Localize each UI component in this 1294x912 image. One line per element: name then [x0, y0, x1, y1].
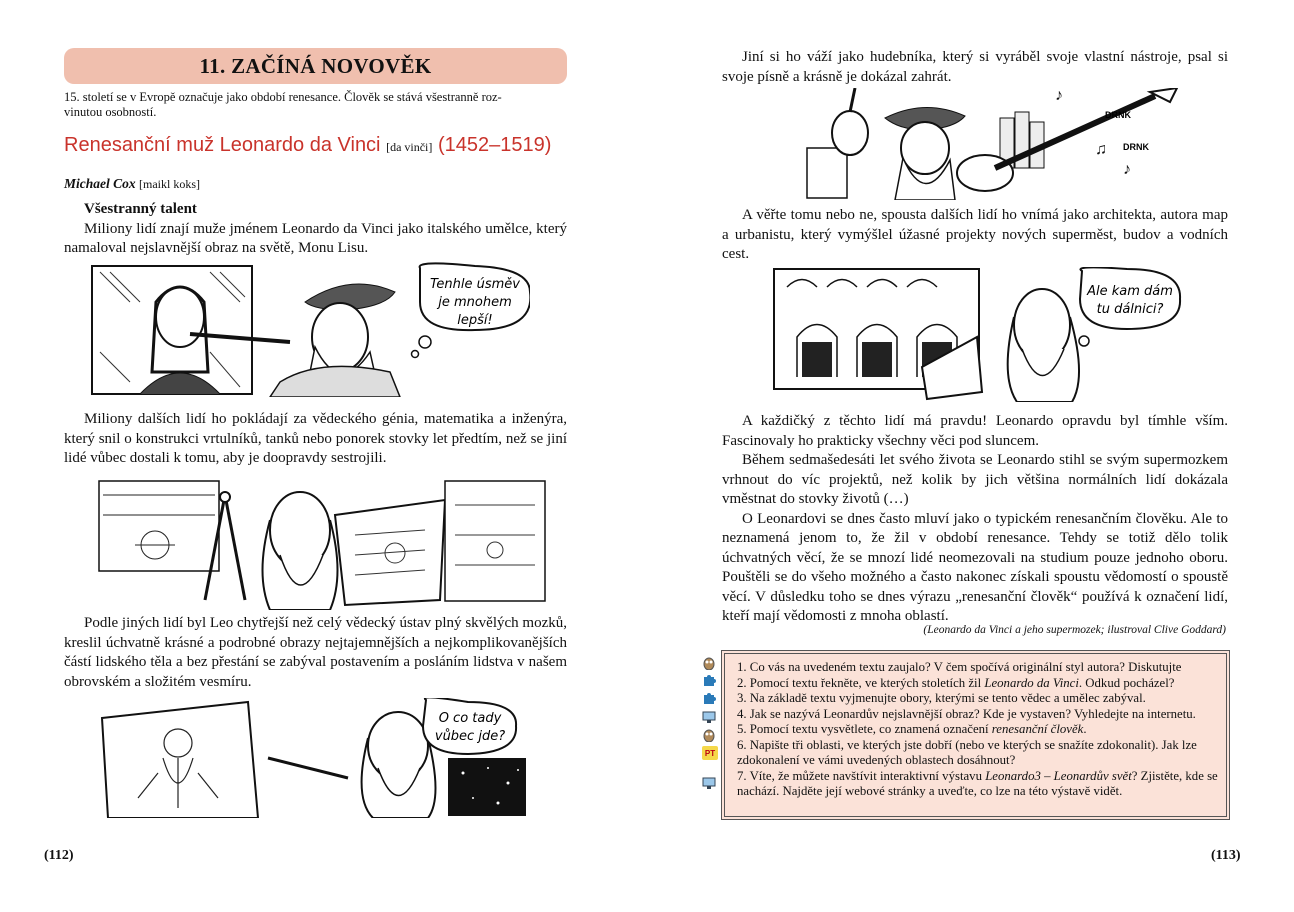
music-note-icon: ♫	[1095, 141, 1107, 158]
bubble-3-line-1: Ale kam dám	[1087, 284, 1173, 299]
music-note-icon: ♪	[1055, 88, 1063, 104]
question-item: 1. Co vás na uvedeném textu zaujalo? V čem spočívá originální styl autora? Diskutujte	[737, 660, 1182, 674]
question-item: 5. Pomocí textu vysvětlete, co znamená označení renesanční člověk.	[737, 722, 1087, 736]
page-number-right: (113)	[1211, 848, 1241, 863]
computer-icon	[702, 776, 716, 790]
chapter-title: 11. ZAČÍNÁ NOVOVĚK	[64, 48, 567, 84]
music-note-icon: ♪	[1123, 161, 1131, 178]
illustration-mona-lisa	[90, 262, 530, 397]
pt-badge: PT	[702, 746, 718, 760]
question-item: 2. Pomocí textu řekněte, ve kterých stoletích žil Leonardo da Vinci. Odkud pocházel?	[737, 675, 1175, 690]
bubble-2-line-1: O co tady	[438, 711, 502, 726]
illustration-anatomy	[98, 698, 528, 818]
illustration-credit: (Leonardo da Vinci a jeho supermozek; ilustroval Clive Goddard)	[923, 624, 1226, 636]
owl-icon	[702, 728, 716, 742]
paragraph-3: Podle jiných lidí byl Leo chytřejší než celý vědecký ústav plný skvělých mozků, kreslil úchvatně krásné a podrobné obrazy nejtajemnějších a nejkomplikovanějších částí lidského těla a bez přestání se zabýval postavením a posláním lidstva v našem obrovském a složitém vesmíru.	[64, 615, 567, 690]
chapter-intro: 15. století se v Evropě označuje jako období renesance. Člověk se stává všestranně roz- vinutou osobností.	[64, 90, 502, 119]
title-pronunciation: [da vinči]	[386, 140, 433, 154]
bubble-1-line-1: Tenhle úsměv	[430, 277, 520, 292]
puzzle-icon	[702, 674, 716, 688]
bubble-1-line-3: lepší!	[457, 313, 493, 328]
sfx-drnk-2: DRNK	[1123, 142, 1149, 152]
page-number-left: (112)	[44, 848, 74, 863]
illustration-musician	[805, 88, 1195, 200]
title-years: (1452–1519)	[437, 134, 552, 156]
author: Michael Cox [maikl koks]	[64, 176, 201, 191]
puzzle-icon	[702, 692, 716, 706]
bubble-3-line-2: tu dálnici?	[1096, 302, 1164, 317]
bubble-2-line-2: vůbec jde?	[434, 729, 506, 744]
computer-icon	[702, 710, 716, 724]
right-paragraph-2: A věřte tomu nebo ne, spousta dalších lidí ho vnímá jako architekta, autora map a urbanistu, který vymýšlel úžasné projekty nových superměst, budov a vodních cest.	[722, 207, 1228, 262]
illustration-inventor	[95, 475, 550, 610]
owl-icon	[702, 656, 716, 670]
question-item: 3. Na základě textu vyjmenujte obory, kterými se tento vědec a umělec zabýval.	[737, 691, 1146, 705]
right-paragraph-1: Jiní si ho váží jako hudebníka, který si vyráběl svoje vlastní nástroje, psal si svoje písně a krásně je dokázal zahrát.	[722, 49, 1228, 85]
right-paragraph-3: A každičký z těchto lidí má pravdu! Leonardo opravdu byl tímhle vším. Fascinovaly ho prakticky všechny věci pod sluncem. Během sedmašedesáti let svého života se Leonardo stihl se svým supermozkem vrhnout do víc projektů, než kolik by jich většina normálních lidí dokázala vměstnat do stovky životů (…) O Leonardovi se dnes často mluví jako o typickém renesančním člověku. Ale to neznamená jenom to, že žil v období renesance. Tehdy se totiž dělo tolik úchvatných věcí, že se mnozí lidé neomezovali na studium pouze jednoho oboru. Pouštěli se do všeho možného a často nakonec získali spoustu vědomostí o spoustě věcí. V důsledku toho se dnes výrazu „renesanční člověk“ používá k označení lidí, kteří mají vědomosti z mnoha oblastí.	[722, 413, 1228, 624]
illustration-architect	[772, 267, 1192, 402]
question-item: 7. Víte, že můžete navštívit interaktivní výstavu Leonardo3 – Leonardův svět? Zjistěte, kde se nachází. Najděte její webové stránky a uveďte, co lze na této výstavě vidět.	[737, 768, 1218, 798]
question-item: 4. Jak se nazývá Leonardův nejslavnější obraz? Kde je vystaven? Vyhledejte na internetu.	[737, 706, 1196, 721]
bubble-1-line-2: je mnohem	[438, 295, 512, 310]
article-title: Renesanční muž Leonardo da Vinci [da vinči] (1452–1519)	[64, 134, 552, 156]
question-icons	[702, 656, 722, 794]
paragraph-2: Miliony dalších lidí ho pokládají za vědeckého génia, matematika a inženýra, který snil o konstrukci vrtulníků, tanků nebo ponorek stovky let předtím, než se jiní lidé vůbec dostali k tomu, aby je doopravdy sestrojili.	[64, 411, 567, 466]
sfx-drnk-1: DRNK	[1105, 110, 1131, 120]
subheading: Všestranný talent	[84, 201, 197, 217]
question-item: 6. Napište tři oblasti, ve kterých jste dobří (nebo ve kterých se snažíte zdokonalit). Jak lze zdokonalení ve vámi uvedených oblastech dosáhnout?	[737, 737, 1197, 767]
paragraph-1: Všestranný talent Miliony lidí znají muže jménem Leonardo da Vinci jako italského umělce, který namaloval nejslavnější obraz na světě, Monu Lisu.	[64, 201, 567, 256]
questions-box	[721, 650, 1230, 820]
